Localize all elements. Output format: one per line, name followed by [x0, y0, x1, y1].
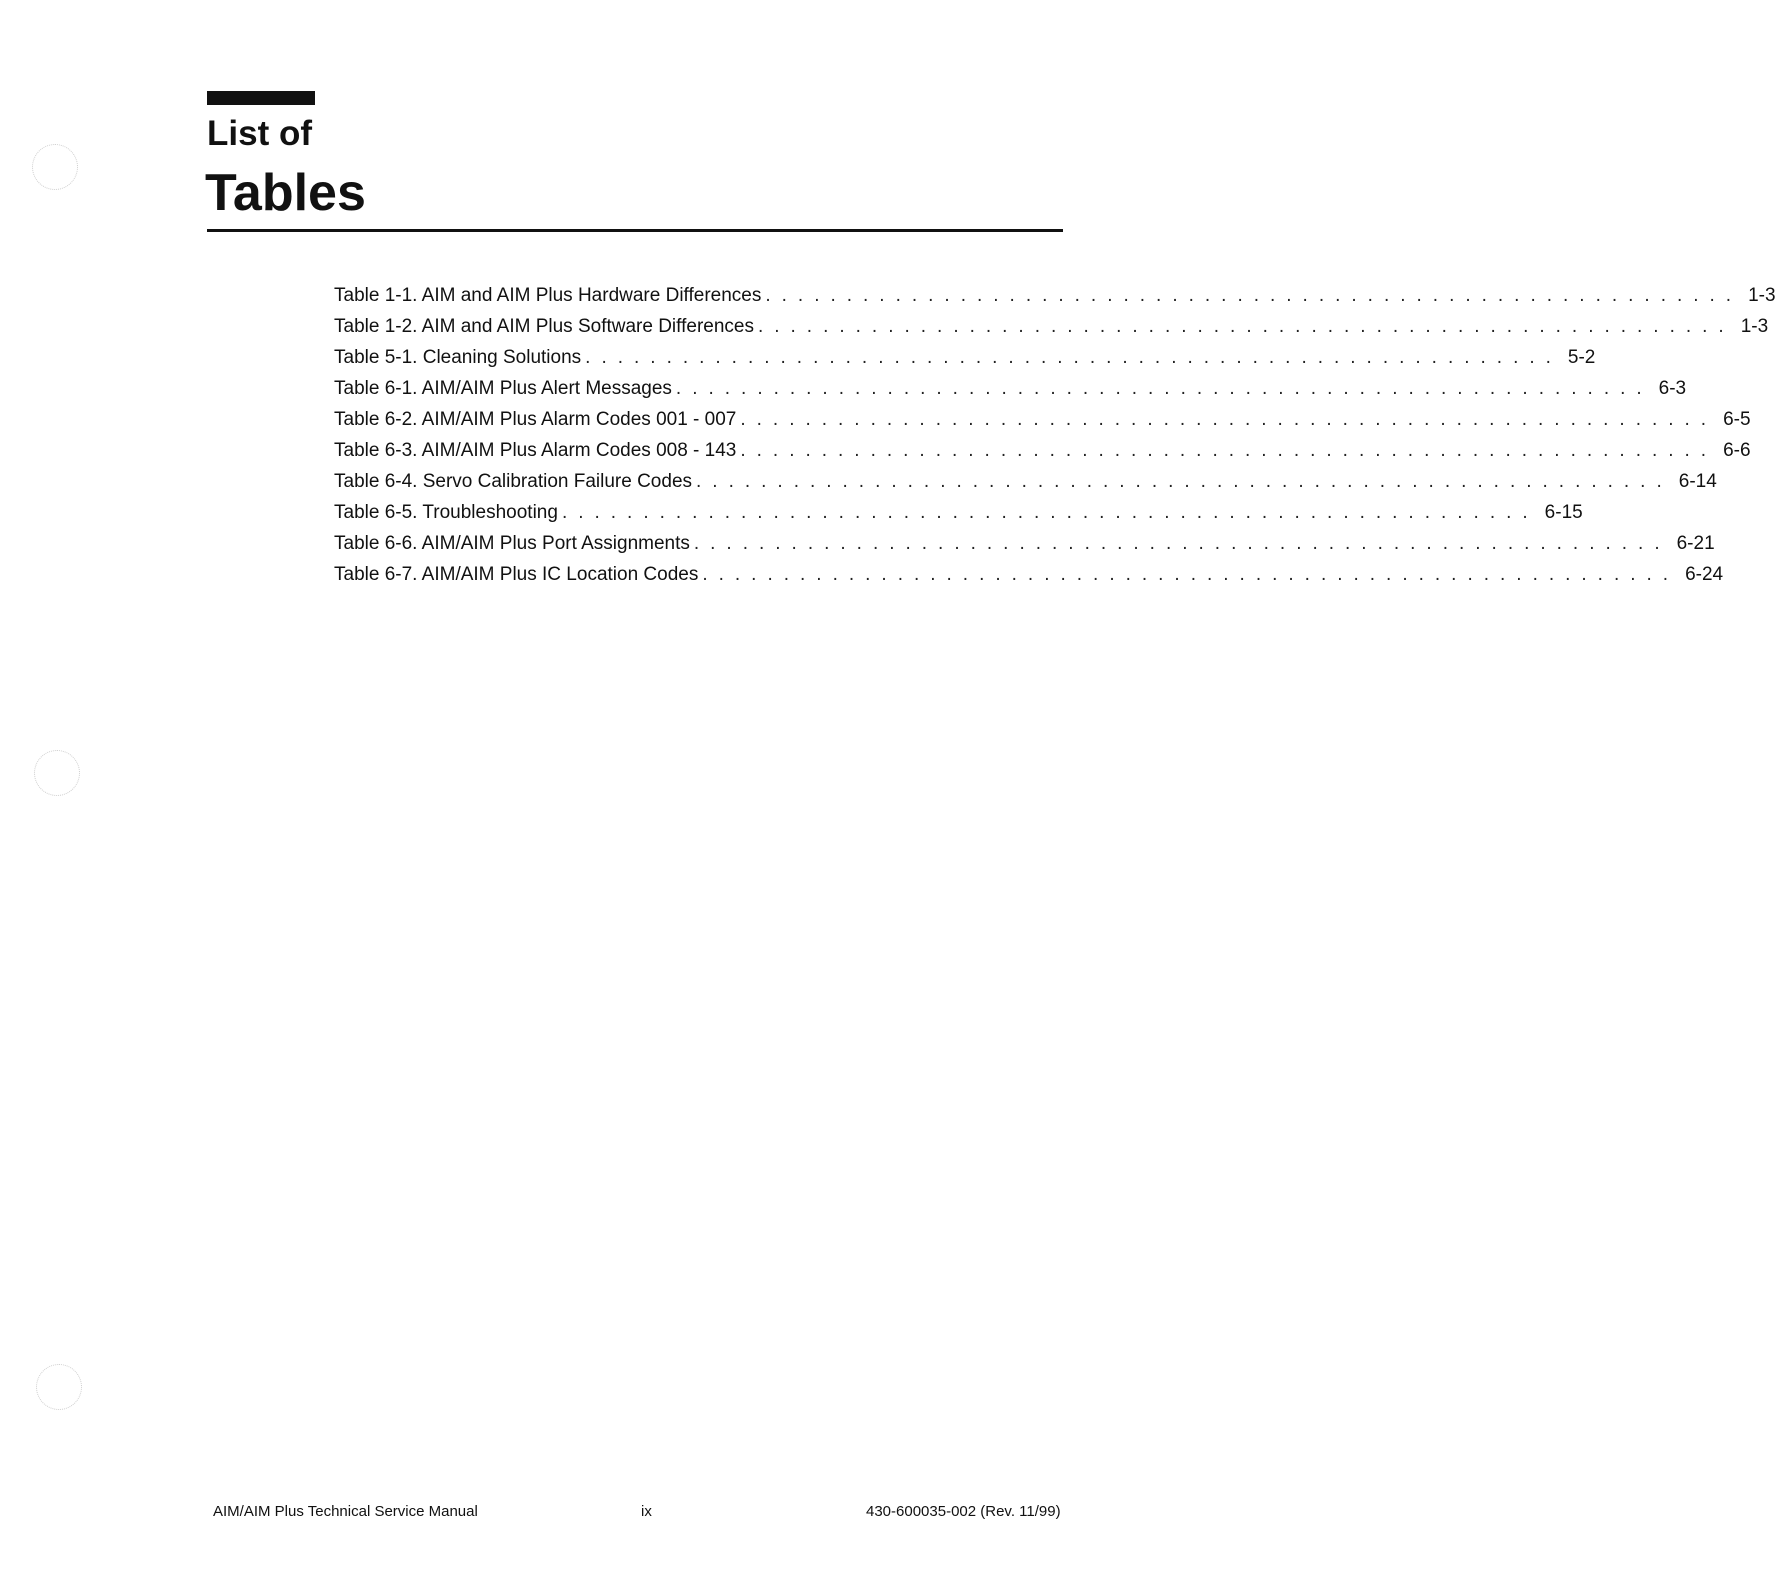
toc-entry-page: 6-15 — [1544, 502, 1583, 523]
heading-line1: List of — [207, 114, 312, 153]
toc-entry-page: 6-24 — [1685, 564, 1724, 585]
punch-hole-middle — [34, 750, 80, 796]
toc-entry[interactable] — [334, 342, 1596, 373]
toc-entry-label: Table 6-3. AIM/AIM Plus Alarm Codes 008 - 143 — [334, 440, 737, 461]
footer-page-number: ix — [641, 1503, 652, 1520]
page-title: Tables — [205, 164, 366, 222]
heading-accent-bar — [207, 91, 315, 105]
toc-entry-page: 1-3 — [1748, 285, 1776, 306]
heading-divider — [207, 229, 1063, 232]
toc-entry-label: Table 6-5. Troubleshooting — [334, 502, 558, 523]
toc-entry-label: Table 1-2. AIM and AIM Plus Software Differences — [334, 316, 754, 337]
toc-entry[interactable] — [334, 559, 1724, 590]
toc-entry-label: Table 1-1. AIM and AIM Plus Hardware Differences — [334, 285, 762, 306]
toc-entry-label: Table 6-6. AIM/AIM Plus Port Assignments — [334, 533, 690, 554]
toc-dot-leader: ............................................................ — [765, 285, 1743, 306]
toc-entry-label: Table 6-7. AIM/AIM Plus IC Location Codes — [334, 564, 699, 585]
punch-hole-bottom — [36, 1364, 82, 1410]
list-of-tables — [334, 280, 1776, 590]
punch-hole-top — [32, 144, 78, 190]
footer-manual-title: AIM/AIM Plus Technical Service Manual — [213, 1503, 478, 1520]
toc-entry-page: 6-6 — [1723, 440, 1751, 461]
toc-entry[interactable] — [334, 404, 1751, 435]
toc-entry[interactable] — [334, 497, 1583, 528]
toc-dot-leader: ............................................................ — [675, 378, 1653, 399]
toc-dot-leader: ............................................................ — [740, 440, 1718, 461]
toc-entry-page: 6-3 — [1658, 378, 1687, 399]
toc-entry-label: Table 6-4. Servo Calibration Failure Codes — [334, 471, 693, 492]
toc-dot-leader: ............................................................ — [561, 502, 1539, 523]
footer-document-number: 430-600035-002 (Rev. 11/99) — [866, 1503, 1061, 1520]
toc-entry[interactable] — [334, 280, 1776, 311]
toc-entry-label: Table 6-2. AIM/AIM Plus Alarm Codes 001 - 007 — [334, 409, 737, 430]
toc-entry-page: 5-2 — [1567, 347, 1596, 368]
toc-entry[interactable] — [334, 528, 1715, 559]
toc-entry[interactable] — [334, 373, 1687, 404]
toc-dot-leader: ............................................................ — [740, 409, 1718, 430]
toc-entry[interactable] — [334, 311, 1769, 342]
toc-dot-leader: ............................................................ — [702, 564, 1680, 585]
toc-dot-leader: ............................................................ — [693, 533, 1671, 554]
toc-entry-label: Table 5-1. Cleaning Solutions — [334, 347, 582, 368]
toc-entry-page: 6-14 — [1678, 471, 1717, 492]
toc-dot-leader: ............................................................ — [585, 347, 1562, 368]
toc-dot-leader: ............................................................ — [757, 316, 1735, 337]
toc-entry[interactable] — [334, 435, 1751, 466]
toc-entry-page: 1-3 — [1740, 316, 1769, 337]
toc-entry-label: Table 6-1. AIM/AIM Plus Alert Messages — [334, 378, 672, 399]
toc-entry-page: 6-21 — [1676, 533, 1715, 554]
toc-entry-page: 6-5 — [1723, 409, 1751, 430]
toc-dot-leader: ............................................................ — [696, 471, 1673, 492]
toc-entry[interactable] — [334, 466, 1717, 497]
